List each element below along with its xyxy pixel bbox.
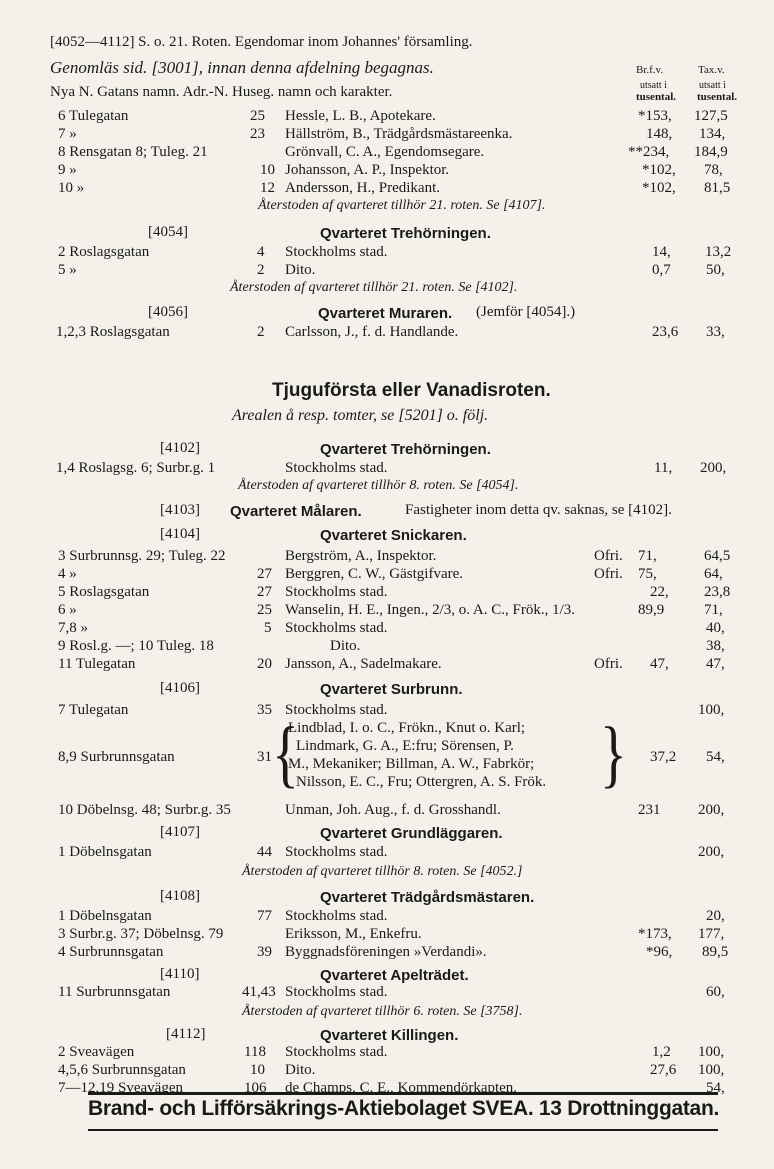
owner-line: Nilsson, E. C., Fru; Ottergren, A. S. Frök.	[296, 774, 547, 790]
quarter-name: Qvarteret Snickaren.	[320, 527, 467, 544]
street-cell: 3 Surbr.g. 37; Döbelnsg. 79	[58, 926, 224, 942]
quarter-crossref: Fastigheter inom detta qv. saknas, se [4102].	[405, 502, 672, 518]
taxv-label: Tax.v.	[698, 64, 725, 76]
owner-cell: de Champs, C. E., Kommendörkapten.	[285, 1080, 518, 1096]
adr-cell: 31	[257, 749, 272, 765]
owner-cell: Unman, Joh. Aug., f. d. Grosshandl.	[285, 802, 501, 818]
quarter-number: [4056]	[148, 304, 188, 320]
utsatt-label-2: utsatt i	[699, 80, 726, 91]
tusental-label-2: tusental.	[697, 91, 738, 103]
quarter-heading	[0, 302, 774, 324]
adr-cell: 27	[257, 584, 272, 600]
tax-cell: 40,	[706, 620, 725, 636]
ofri-cell: Ofri.	[594, 656, 623, 672]
adr-cell: 77	[257, 908, 272, 924]
street-cell: 1 Döbelnsgatan	[58, 844, 152, 860]
remainder-note	[0, 862, 774, 884]
adr-cell: 35	[257, 702, 272, 718]
quarter-number: [4103]	[160, 502, 200, 518]
brf-cell: **234,	[628, 144, 670, 160]
quarter-number: [4106]	[160, 680, 200, 696]
reading-note	[0, 58, 774, 80]
owner-cell: Eriksson, M., Enkefru.	[285, 926, 422, 942]
tax-cell: 100,	[698, 1044, 725, 1060]
tax-cell: 200,	[698, 844, 725, 860]
adr-cell: 5	[264, 620, 272, 636]
quarter-heading	[0, 524, 774, 546]
quarter-name: Qvarteret Muraren.	[318, 305, 453, 322]
owner-cell: Dito.	[285, 1062, 316, 1078]
street-cell: 1,2,3 Roslagsgatan	[56, 324, 170, 340]
street-cell: 11 Tulegatan	[58, 656, 136, 672]
tax-cell: 134,	[699, 126, 726, 142]
street-cell: 2 Roslagsgatan	[58, 244, 150, 260]
brf-cell: *96,	[646, 944, 673, 960]
adr-cell: 10	[250, 1062, 265, 1078]
adr-cell: 25	[257, 602, 272, 618]
quarter-number: [4054]	[148, 224, 188, 240]
owner-cell: Berggren, C. W., Gästgifvare.	[285, 566, 464, 582]
quarter-number: [4112]	[166, 1026, 206, 1042]
quarter-heading	[0, 886, 774, 908]
street-cell: 9 »	[58, 162, 77, 178]
adr-cell: 4	[257, 244, 265, 260]
owner-cell: Dito.	[330, 638, 361, 654]
owner-cell: Andersson, H., Predikant.	[285, 180, 440, 196]
owner-cell: Hällström, B., Trädgårdsmästareenka.	[285, 126, 513, 142]
tax-cell: 54,	[706, 749, 725, 765]
tax-cell: 71,	[704, 602, 723, 618]
owner-cell: Byggnadsföreningen »Verdandi».	[285, 944, 487, 960]
adr-cell: 20	[257, 656, 272, 672]
tax-cell: 100,	[698, 702, 725, 718]
owner-cell: Stockholms stad.	[285, 1044, 388, 1060]
tax-cell: 64,	[704, 566, 723, 582]
page-header	[0, 34, 774, 56]
district-subtitle	[0, 406, 774, 428]
tax-cell: 81,5	[704, 180, 731, 196]
ofri-cell: Ofri.	[594, 566, 623, 582]
tax-cell: 78,	[704, 162, 723, 178]
remainder-text: Återstoden af qvarteret tillhör 21. roten. Se [4107].	[258, 198, 546, 213]
footer-advertisement	[88, 1092, 718, 1131]
adr-cell: 12	[260, 180, 275, 196]
tax-cell: 33,	[706, 324, 725, 340]
brf-cell: 22,	[650, 584, 669, 600]
quarter-number: [4102]	[160, 440, 200, 456]
quarter-name: Qvarteret Killingen.	[320, 1027, 459, 1044]
brf-cell: *102,	[642, 162, 676, 178]
tax-cell: 13,2	[705, 244, 732, 260]
tax-cell: 177,	[698, 926, 725, 942]
adr-cell: 25	[250, 108, 265, 124]
owner-cell: Stockholms stad.	[285, 244, 388, 260]
remainder-note	[0, 1002, 774, 1024]
street-cell: 11 Surbrunnsgatan	[58, 984, 171, 1000]
tax-cell: 200,	[698, 802, 725, 818]
street-cell: 8,9 Surbrunnsgatan	[58, 749, 175, 765]
quarter-heading	[0, 438, 774, 460]
owner-cell: Stockholms stad.	[285, 584, 388, 600]
street-cell: 8 Rensgatan 8; Tuleg. 21	[58, 144, 208, 160]
table-row	[0, 654, 774, 676]
brf-cell: *102,	[642, 180, 676, 196]
quarter-name: Qvarteret Trehörningen.	[320, 441, 491, 458]
tax-cell: 100,	[698, 1062, 725, 1078]
street-cell: 7,8 »	[58, 620, 88, 636]
adr-cell: 39	[257, 944, 272, 960]
street-cell: 10 »	[58, 180, 85, 196]
quarter-name: Qvarteret Trädgårdsmästaren.	[320, 889, 535, 906]
table-row	[0, 942, 774, 964]
owner-cell: Stockholms stad.	[285, 620, 388, 636]
owner-line: Lindmark, G. A., E:fru; Sörensen, P.	[296, 738, 514, 754]
table-row	[0, 842, 774, 864]
quarter-heading	[0, 822, 774, 844]
tax-cell: 184,9	[694, 144, 728, 160]
remainder-note	[0, 196, 774, 218]
remainder-text: Återstoden af qvarteret tillhör 6. roten. Se [3758].	[242, 1004, 523, 1019]
brf-cell: 0,7	[652, 262, 671, 278]
brf-cell: 231	[638, 802, 661, 818]
adr-cell: 106	[244, 1080, 267, 1096]
brf-cell: 89,9	[638, 602, 665, 618]
multi-owner-row	[0, 712, 774, 800]
tax-cell: 89,5	[702, 944, 729, 960]
advertisement-text: Brand- och Lifförsäkrings-Aktiebolaget SVEA. 13 Drottninggatan.	[88, 1097, 720, 1120]
owner-cell: Stockholms stad.	[285, 460, 388, 476]
street-cell: 3 Surbrunnsg. 29; Tuleg. 22	[58, 548, 226, 564]
street-cell: 4 »	[58, 566, 77, 582]
quarter-number: [4108]	[160, 888, 200, 904]
district-title-text: Tjuguförsta eller Vanadisroten.	[272, 380, 551, 401]
brf-cell: 71,	[638, 548, 657, 564]
quarter-name: Qvarteret Apelträdet.	[320, 967, 469, 984]
owner-cell: Johansson, A. P., Inspektor.	[285, 162, 450, 178]
owner-cell: Stockholms stad.	[285, 844, 388, 860]
tax-cell: 20,	[706, 908, 725, 924]
street-cell: 5 »	[58, 262, 77, 278]
adr-cell: 23	[250, 126, 265, 142]
adr-cell: 2	[257, 324, 265, 340]
street-cell: 1,4 Roslagsg. 6; Surbr.g. 1	[56, 460, 216, 476]
brf-cell: 47,	[650, 656, 669, 672]
tax-cell: 127,5	[694, 108, 728, 124]
remainder-note	[0, 278, 774, 300]
table-row	[0, 800, 774, 822]
brf-cell: 1,2	[652, 1044, 671, 1060]
quarter-crossref: (Jemför [4054].)	[476, 304, 576, 320]
column-heading-line: Nya N. Gatans namn. Adr.-N. Huseg. namn och karakter.	[50, 84, 393, 100]
street-cell: 1 Döbelnsgatan	[58, 908, 152, 924]
right-brace-icon: }	[600, 712, 627, 796]
owner-cell: Stockholms stad.	[285, 984, 388, 1000]
brf-cell: 14,	[652, 244, 671, 260]
owner-cell: Wanselin, H. E., Ingen., 2/3, o. A. C., Frök., 1/3.	[285, 602, 576, 618]
adr-cell: 44	[257, 844, 272, 860]
tusental-label-1: tusental.	[636, 91, 677, 103]
quarter-name: Qvarteret Målaren.	[230, 503, 362, 520]
brf-cell: 75,	[638, 566, 657, 582]
tax-cell: 54,	[706, 1080, 725, 1096]
owner-line: M., Mekaniker; Billman, A. W., Fabrkör;	[288, 756, 535, 772]
street-cell: 2 Sveavägen	[58, 1044, 135, 1060]
brf-cell: 23,6	[652, 324, 679, 340]
adr-cell: 10	[260, 162, 275, 178]
quarter-number: [4110]	[160, 966, 200, 982]
owner-cell: Stockholms stad.	[285, 702, 388, 718]
tax-cell: 23,8	[704, 584, 731, 600]
ofri-cell: Ofri.	[594, 548, 623, 564]
utsatt-label-1: utsatt i	[640, 80, 667, 91]
adr-cell: 2	[257, 262, 265, 278]
quarter-heading	[0, 500, 774, 522]
street-cell: 7 »	[58, 126, 77, 142]
quarter-name: Qvarteret Trehörningen.	[320, 225, 491, 242]
quarter-number: [4107]	[160, 824, 200, 840]
brf-cell: *173,	[638, 926, 672, 942]
tax-cell: 200,	[700, 460, 727, 476]
street-cell: 9 Rosl.g. —; 10 Tuleg. 18	[58, 638, 214, 654]
table-row	[0, 982, 774, 1004]
street-cell: 7 Tulegatan	[58, 702, 129, 718]
remainder-text: Återstoden af qvarteret tillhör 21. roten. Se [4102].	[230, 280, 518, 295]
street-cell: 6 Tulegatan	[58, 108, 129, 124]
street-cell: 6 »	[58, 602, 77, 618]
header-line: [4052—4112] S. o. 21. Roten. Egendomar inom Johannes' församling.	[50, 34, 473, 50]
owner-cell: Grönvall, C. A., Egendomsegare.	[285, 144, 485, 160]
brf-cell: 27,6	[650, 1062, 677, 1078]
tax-cell: 50,	[706, 262, 725, 278]
tax-cell: 47,	[706, 656, 725, 672]
tax-cell: 64,5	[704, 548, 731, 564]
adr-cell: 118	[244, 1044, 266, 1060]
owner-cell: Carlsson, J., f. d. Handlande.	[285, 324, 459, 340]
brf-cell: 37,2	[650, 749, 677, 765]
brf-cell: 11,	[654, 460, 673, 476]
quarter-name: Qvarteret Surbrunn.	[320, 681, 463, 698]
owner-cell: Dito.	[285, 262, 316, 278]
reading-instruction: Genomläs sid. [3001], innan denna afdelning begagnas.	[50, 58, 434, 77]
adr-cell: 27	[257, 566, 272, 582]
street-cell: 4,5,6 Surbrunnsgatan	[58, 1062, 186, 1078]
brfv-label: Br.f.v.	[636, 64, 664, 76]
quarter-heading	[0, 222, 774, 244]
quarter-heading	[0, 678, 774, 700]
owner-cell: Hessle, L. B., Apotekare.	[285, 108, 436, 124]
owner-line: Lindblad, I. o. C., Frökn., Knut o. Karl;	[288, 720, 526, 736]
brf-cell: *153,	[638, 108, 672, 124]
adr-cell: 41,43	[242, 984, 276, 1000]
street-cell: 10 Döbelnsg. 48; Surbr.g. 35	[58, 802, 231, 818]
remainder-text: Återstoden af qvarteret tillhör 8. roten. Se [4054].	[238, 478, 519, 493]
street-cell: 5 Roslagsgatan	[58, 584, 150, 600]
street-cell: 7—12,19 Sveavägen	[58, 1080, 183, 1096]
remainder-text: Återstoden af qvarteret tillhör 8. roten. Se [4052.]	[242, 864, 523, 879]
remainder-note	[0, 476, 774, 498]
owner-cell: Stockholms stad.	[285, 908, 388, 924]
table-row	[0, 322, 774, 344]
owner-cell: Jansson, A., Sadelmakare.	[285, 656, 442, 672]
quarter-number: [4104]	[160, 526, 200, 542]
left-brace-icon: {	[272, 712, 299, 796]
column-headings	[0, 80, 774, 102]
area-reference: Arealen å resp. tomter, se [5201] o. följ.	[232, 407, 489, 424]
tax-cell: 60,	[706, 984, 725, 1000]
owner-cell: Bergström, A., Inspektor.	[285, 548, 437, 564]
brf-cell: 148,	[646, 126, 673, 142]
district-title	[0, 380, 774, 408]
quarter-name: Qvarteret Grundläggaren.	[320, 825, 503, 842]
street-cell: 4 Surbrunnsgatan	[58, 944, 164, 960]
tax-cell: 38,	[706, 638, 725, 654]
